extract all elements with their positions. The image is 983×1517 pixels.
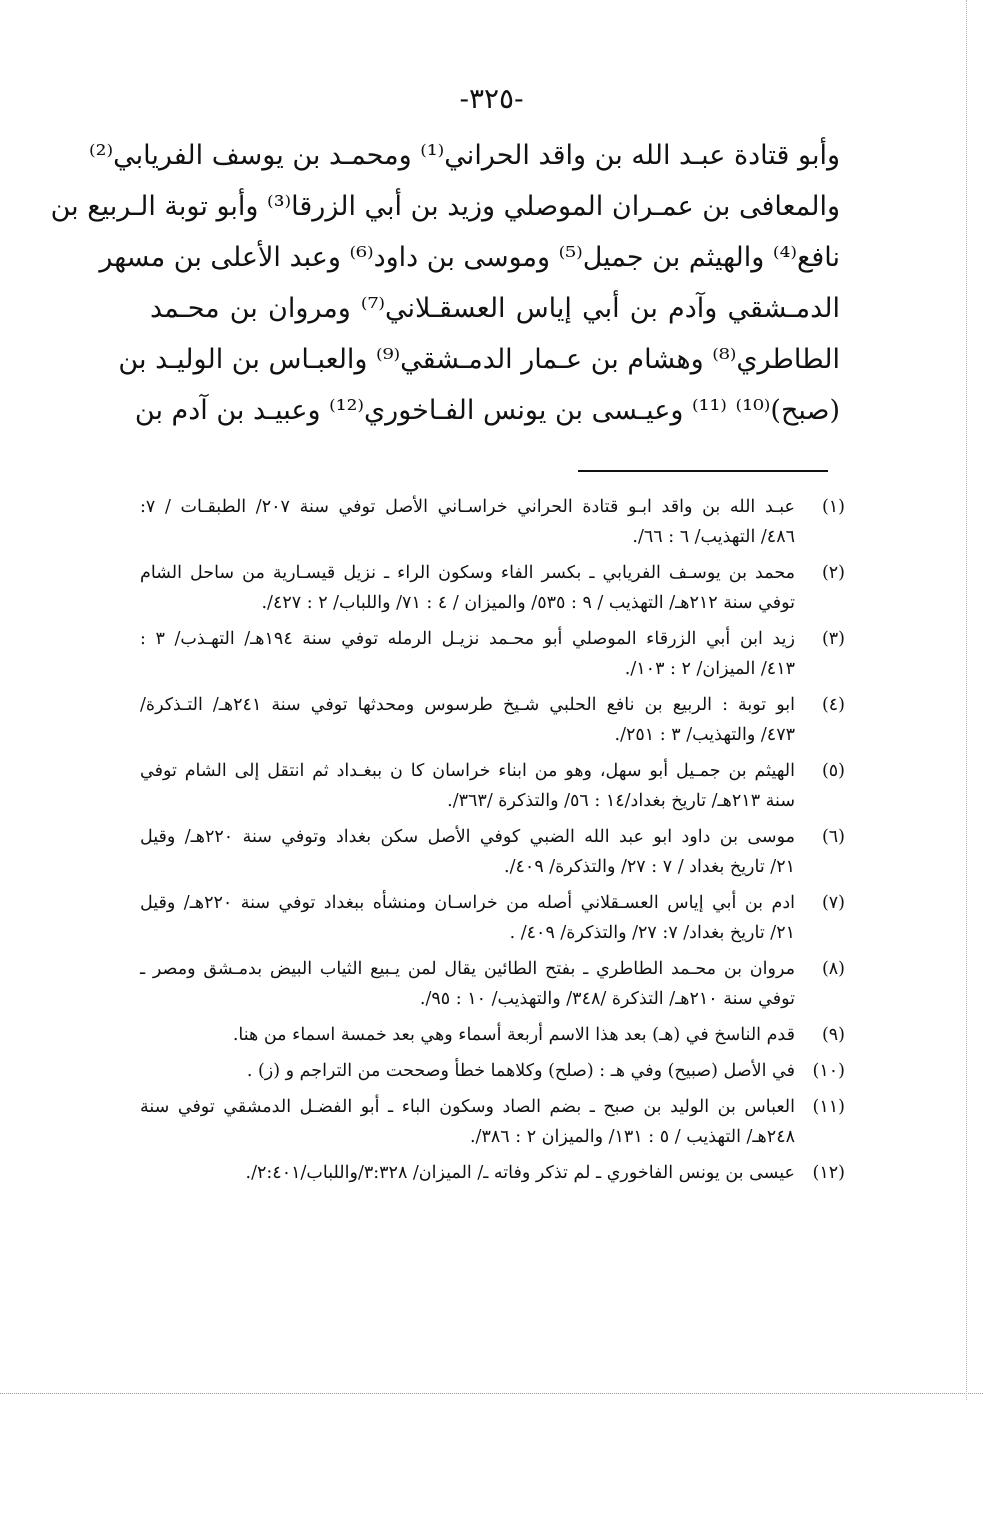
footnote-number: (٥) — [821, 761, 845, 781]
main-text-line: والمعافى بن عمـران الموصلي وزيد بن أبي الزرقا⁽³⁾ وأبو توبة الـربيع بن — [50, 191, 840, 222]
footnote-number: (٣) — [821, 629, 845, 649]
footnote-line: ٤٨٦/ التهذيب/ ٦ : ٦٦/. — [632, 527, 795, 547]
footnote-line: عيسى بن يونس الفاخوري ـ لم تذكر وفاته ـ/ الميزان/ ٣:٣٢٨/واللباب/٢:٤٠١/. — [245, 1163, 795, 1183]
footnote-number: (١١) — [812, 1097, 845, 1117]
footnote-number: (٤) — [821, 695, 845, 715]
footnote-number: (١) — [821, 497, 845, 517]
footnote-line: عبـد الله بن واقد ابـو قتادة الحراني خراسـاني الأصل توفي سنة ٢٠٧/ الطبقـات / ٧: — [140, 497, 795, 517]
footnote-line: ٢١/ تاريخ بغداد/ ٧: ٢٧/ والتذكرة/ ٤٠٩/ . — [509, 923, 795, 943]
footnote-10 — [140, 1056, 845, 1086]
main-text-line: الدمـشقي وآدم بن أبي إياس العسقـلاني⁽⁷⁾ ومروان بن محـمد — [150, 293, 840, 324]
footnote-line: في الأصل (صبيح) وفي هـ : (صلح) وكلاهما خطأ وصححت من التراجم و (ز) . — [246, 1061, 795, 1081]
main-text-line: (صبح)⁽¹⁰⁾ ⁽¹¹⁾ وعيـسى بن يونس الفـاخوري⁽¹²⁾ وعبيـد بن آدم بن — [134, 395, 840, 426]
footnote-9 — [140, 1020, 845, 1050]
footnote-separator — [578, 470, 828, 472]
footnote-line: ٤١٣/ الميزان/ ٢ : ١٠٣/. — [624, 659, 795, 679]
scan-edge-vertical-line — [966, 0, 967, 1400]
footnote-line: مروان بن محـمد الطاطري ـ بفتح الطائين يقال لمن يـبيع الثياب البيض بدمـشق ومصر ـ — [140, 959, 795, 979]
footnote-line: قدم الناسخ في (هـ) بعد هذا الاسم أربعة أسماء وهي بعد خمسة اسماء من هنا. — [232, 1025, 795, 1045]
main-text — [50, 130, 840, 436]
footnote-2 — [140, 558, 845, 618]
footnote-line: ٤٧٣/ والتهذيب/ ٣ : ٢٥١/. — [614, 725, 795, 745]
footnote-number: (٢) — [821, 563, 845, 583]
footnote-number: (٨) — [821, 959, 845, 979]
footnote-3 — [140, 624, 845, 684]
footnote-line: الهيثم بن جمـيل أبو سهل، وهو من ابناء خراسان كا ن ببغـداد ثم انتقل إلى الشام توفي — [140, 761, 795, 781]
footnote-line: موسى بن داود ابو عبد الله الضبي كوفي الأصل سكن بغداد وتوفي سنة ٢٢٠هـ/ وقيل — [140, 827, 795, 847]
main-text-line: الطاطري⁽⁸⁾ وهشام بن عـمار الدمـشقي⁽⁹⁾ والعبـاس بن الوليـد بن — [118, 344, 840, 375]
footnote-line: ابو توبة : الربيع بن نافع الحلبي شـيخ طرسوس ومحدثها توفي سنة ٢٤١هـ/ التـذكرة/ — [140, 695, 795, 715]
footnote-line: توفي سنة ٢١٢هـ/ التهذيب / ٩ : ٥٣٥/ والميزان / ٤ : ٧١/ واللباب/ ٢ : ٤٢٧/. — [261, 593, 795, 613]
footnote-5 — [140, 756, 845, 816]
footnote-7 — [140, 888, 845, 948]
footnote-line: ٢٤٨هـ/ التهذيب / ٥ : ١٣١/ والميزان ٢ : ٣٨٦/. — [469, 1127, 795, 1147]
footnote-number: (٩) — [821, 1025, 845, 1045]
footnotes — [140, 492, 845, 1194]
footnote-number: (٧) — [821, 893, 845, 913]
footnote-line: ادم بن أبي إياس العسـقلاني أصله من خراسـان ومنشأه ببغداد توفي سنة ٢٢٠هـ/ وقيل — [140, 893, 795, 913]
footnote-number: (١٠) — [812, 1061, 845, 1081]
footnote-number: (٦) — [821, 827, 845, 847]
footnote-line: العباس بن الوليد بن صبح ـ بضم الصاد وسكون الباء ـ أبو الفضـل الدمشقي توفي سنة — [140, 1097, 795, 1117]
footnote-number: (١٢) — [812, 1163, 845, 1183]
footnote-line: سنة ٢١٣هـ/ تاريخ بغداد/١٤ : ٥٦/ والتذكرة /٣٦٣/. — [447, 791, 795, 811]
scan-edge-line — [0, 1393, 983, 1394]
footnote-4 — [140, 690, 845, 750]
footnote-8 — [140, 954, 845, 1014]
page-number: -٣٢٥- — [459, 82, 524, 115]
footnote-line: توفي سنة ٢١٠هـ/ التذكرة /٣٤٨/ والتهذيب/ ١٠ : ٩٥/. — [419, 989, 795, 1009]
footnote-line: زيد ابن أبي الزرقاء الموصلي أبو محـمد نزيـل الرمله توفي سنة ١٩٤هـ/ التهـذب/ ٣ : — [140, 629, 795, 649]
main-text-line: نافع⁽⁴⁾ والهيثم بن جميل⁽⁵⁾ وموسى بن داود⁽⁶⁾ وعبد الأعلى بن مسهر — [99, 242, 840, 273]
footnote-11 — [140, 1092, 845, 1152]
footnote-1 — [140, 492, 845, 552]
main-text-line: وأبو قتادة عبـد الله بن واقد الحراني⁽¹⁾ ومحمـد بن يوسف الفريابي⁽²⁾ — [89, 140, 840, 171]
footnote-12 — [140, 1158, 845, 1188]
footnote-line: محمد بن يوسـف الفريابي ـ بكسر الفاء وسكون الراء ـ نزيل قيسـارية من ساحل الشام — [140, 563, 795, 583]
footnote-6 — [140, 822, 845, 882]
footnote-line: ٢١/ تاريخ بغداد / ٧ : ٢٧/ والتذكرة/ ٤٠٩/. — [504, 857, 795, 877]
